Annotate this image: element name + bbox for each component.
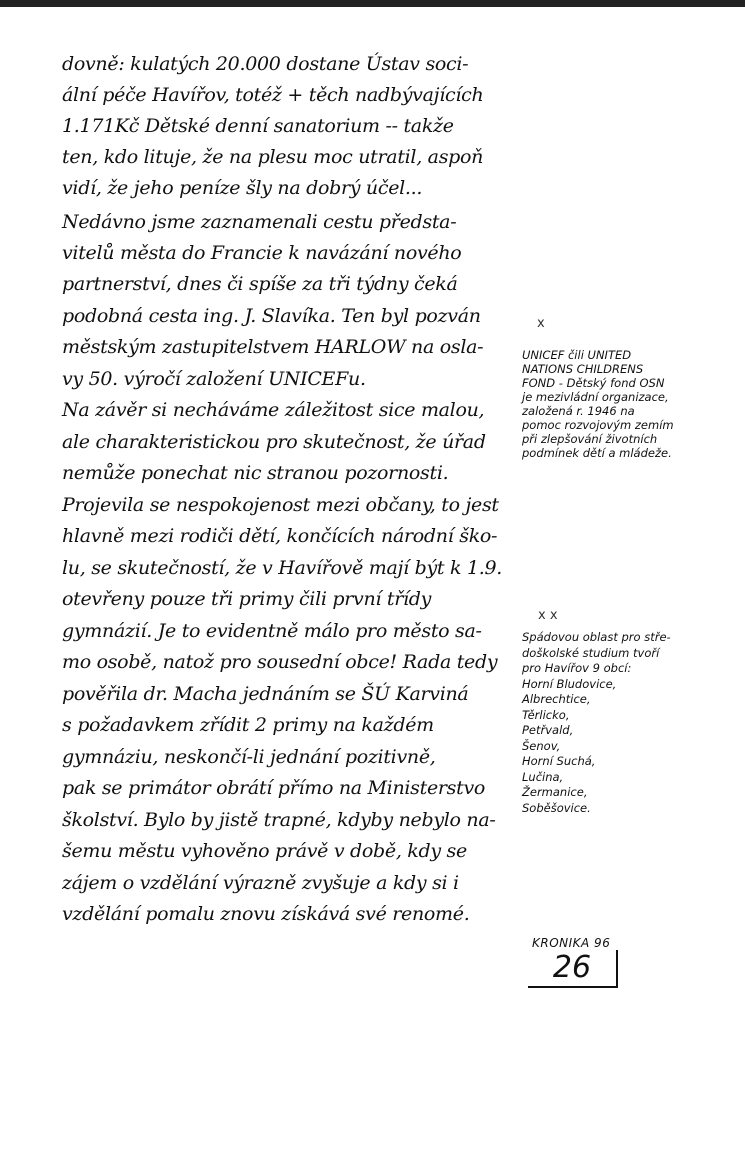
- body-line: ální péče Havířov, totéž + těch nadbývajících: [62, 84, 484, 106]
- note-line: Šenov,: [522, 738, 561, 753]
- body-line: městským zastupitelstvem HARLOW na osla-: [62, 336, 484, 358]
- note-line: Soběšovice.: [522, 800, 591, 815]
- chronicle-year-label: KRONIKA 96: [532, 936, 611, 950]
- body-line: vitelů města do Francie k navázání nového: [62, 242, 462, 264]
- note-line: Žermanice,: [522, 785, 588, 799]
- note-line: Lučina,: [522, 769, 564, 784]
- note-line: založená r. 1946 na: [522, 404, 635, 418]
- body-line: partnerství, dnes či spíše za tři týdny čeká: [62, 273, 458, 295]
- page-top-edge: [0, 0, 745, 7]
- body-line: vy 50. výročí založení UNICEFu.: [62, 368, 366, 390]
- body-line: lu, se skutečností, že v Havířově mají být k 1.9.: [62, 557, 503, 579]
- body-line: Nedávno jsme zaznamenali cestu předsta-: [62, 211, 457, 233]
- note-line: je mezivládní organizace,: [522, 390, 669, 404]
- margin-note-schools: [522, 630, 671, 816]
- note-line: podmínek dětí a mládeže.: [522, 446, 672, 460]
- note-line: doškolské studium tvoří: [522, 645, 660, 660]
- body-line: nemůže ponechat nic stranou pozornosti.: [62, 462, 449, 484]
- footnote-marker-double: x x: [538, 608, 558, 623]
- body-line: pověřila dr. Macha jednáním se ŠÚ Karviná: [62, 683, 469, 705]
- body-line: hlavně mezi rodiči dětí, končících národní ško-: [62, 525, 498, 547]
- note-line: při zlepšování životních: [522, 432, 658, 446]
- body-line: vzdělání pomalu znovu získává své renomé.: [62, 903, 470, 925]
- note-line: Petřvald,: [522, 723, 574, 737]
- body-line: ten, kdo lituje, že na plesu moc utratil, aspoň: [62, 146, 484, 168]
- note-line: Albrechtice,: [522, 692, 591, 706]
- body-line: vidí, že jeho peníze šly na dobrý účel...: [62, 177, 423, 199]
- body-line: Na závěr si necháváme záležitost sice malou,: [62, 399, 485, 421]
- margin-note-unicef: [522, 348, 674, 460]
- note-line: Horní Suchá,: [522, 754, 596, 768]
- body-line: gymnáziu, neskončí-li jednání pozitivně,: [62, 746, 436, 768]
- note-line: NATIONS CHILDRENS: [522, 362, 644, 376]
- body-line: Projevila se nespokojenost mezi občany, to jest: [62, 494, 499, 516]
- note-line: Spádovou oblast pro stře-: [522, 630, 671, 644]
- body-line: šemu městu vyhověno právě v době, kdy se: [62, 840, 467, 862]
- note-line: FOND - Dětský fond OSN: [522, 376, 665, 390]
- body-line: 1.171Kč Dětské denní sanatorium -- takže: [62, 115, 454, 137]
- note-line: pomoc rozvojovým zemím: [522, 418, 674, 432]
- body-line: pak se primátor obrátí přímo na Ministerstvo: [62, 777, 486, 799]
- note-line: UNICEF čili UNITED: [522, 348, 632, 362]
- body-line: mo osobě, natož pro sousední obce! Rada tedy: [62, 651, 498, 673]
- body-line: dovně: kulatých 20.000 dostane Ústav soci-: [62, 53, 469, 75]
- note-line: Horní Bludovice,: [522, 676, 617, 691]
- body-line: s požadavkem zřídit 2 primy na každém: [62, 714, 434, 736]
- body-line: zájem o vzdělání výrazně zvyšuje a kdy si i: [62, 872, 459, 894]
- note-line: Těrlicko,: [522, 707, 570, 722]
- note-line: pro Havířov 9 obcí:: [522, 661, 632, 675]
- body-line: ale charakteristickou pro skutečnost, že úřad: [62, 431, 486, 453]
- body-line: otevřeny pouze tři primy čili první třídy: [62, 588, 432, 610]
- page-number: 26: [528, 950, 618, 988]
- body-line: podobná cesta ing. J. Slavíka. Ten byl pozván: [62, 305, 481, 327]
- body-line: školství. Bylo by jistě trapné, kdyby nebylo na-: [62, 809, 496, 831]
- footnote-marker-single: x: [537, 316, 545, 331]
- body-line: gymnázií. Je to evidentně málo pro město sa-: [62, 620, 482, 642]
